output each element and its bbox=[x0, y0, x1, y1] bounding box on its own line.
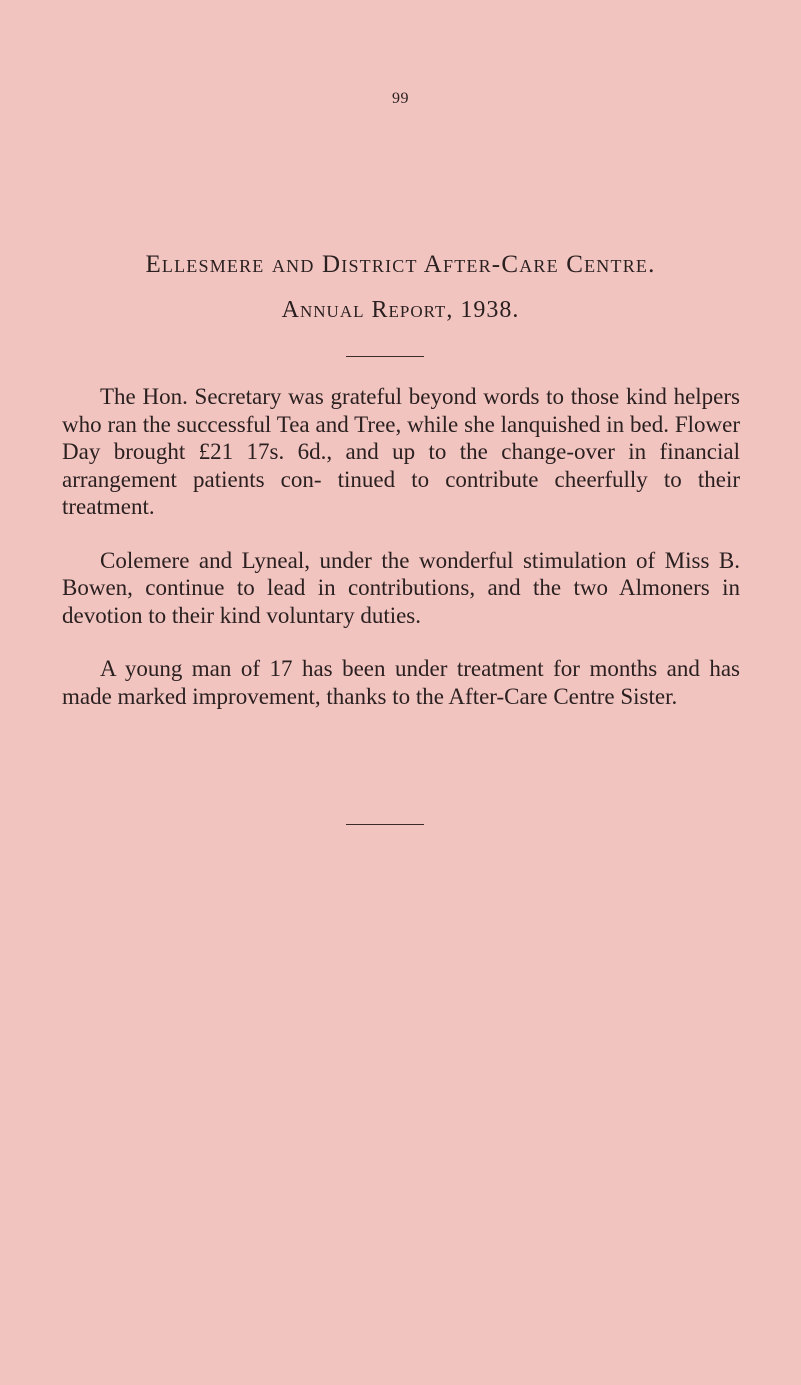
page-title: Ellesmere and District After-Care Centre. bbox=[145, 251, 656, 278]
paragraph-2: Colemere and Lyneal, under the wonderful stimulation of Miss B. Bowen, continue to lead in contributions, and the two Almoners in devotion to their kind voluntary duties. bbox=[62, 547, 740, 628]
top-divider bbox=[346, 356, 424, 357]
report-subtitle: Annual Report, 1938. bbox=[281, 297, 520, 323]
paragraph-1: The Hon. Secretary was grateful beyond words to those kind helpers who ran the successful Tea and Tree, while she lanquished in bed. Flower Day brought £21 17s. 6d., and up to the change-over in financial arrangement patients con- tinued to contribute cheerfully to their treatment. bbox=[62, 384, 740, 519]
page-number: 99 bbox=[392, 90, 409, 107]
paragraph-3: A young man of 17 has been under treatment for months and has made marked improvement, thanks to the After-Care Centre Sister. bbox=[62, 656, 740, 709]
bottom-divider bbox=[346, 824, 424, 825]
report-body bbox=[62, 383, 740, 736]
